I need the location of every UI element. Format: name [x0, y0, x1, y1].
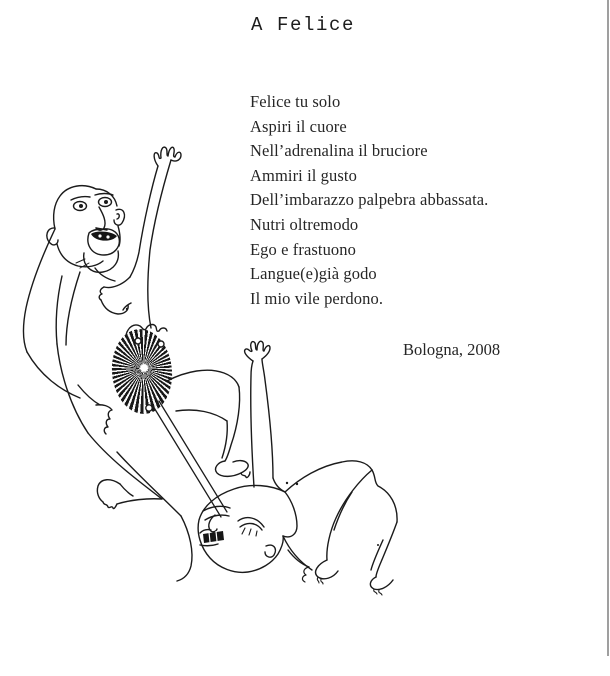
lying-figure: [167, 341, 397, 595]
poem-line: Il mio vile perdono.: [250, 288, 384, 308]
page-edge-line: [607, 0, 609, 656]
poem-line: Ego e frastuono: [250, 239, 356, 259]
kneeling-figure: [23, 147, 192, 581]
poem-line: Felice tu solo: [250, 92, 341, 111]
poem-title: A Felice: [251, 14, 356, 36]
poem-line: Nutri oltremodo: [250, 214, 359, 234]
poem-line: Langue(e)già godo: [250, 264, 377, 284]
poem-line: Dell’imbarazzo palpebra abbassata.: [250, 190, 489, 210]
signature-location-date: Bologna, 2008: [403, 340, 501, 359]
poem-line: Ammiri il gusto: [250, 165, 357, 185]
poem-line: Nell’adrenalina il bruciore: [250, 141, 428, 161]
poem-line: Aspiri il cuore: [250, 116, 347, 136]
